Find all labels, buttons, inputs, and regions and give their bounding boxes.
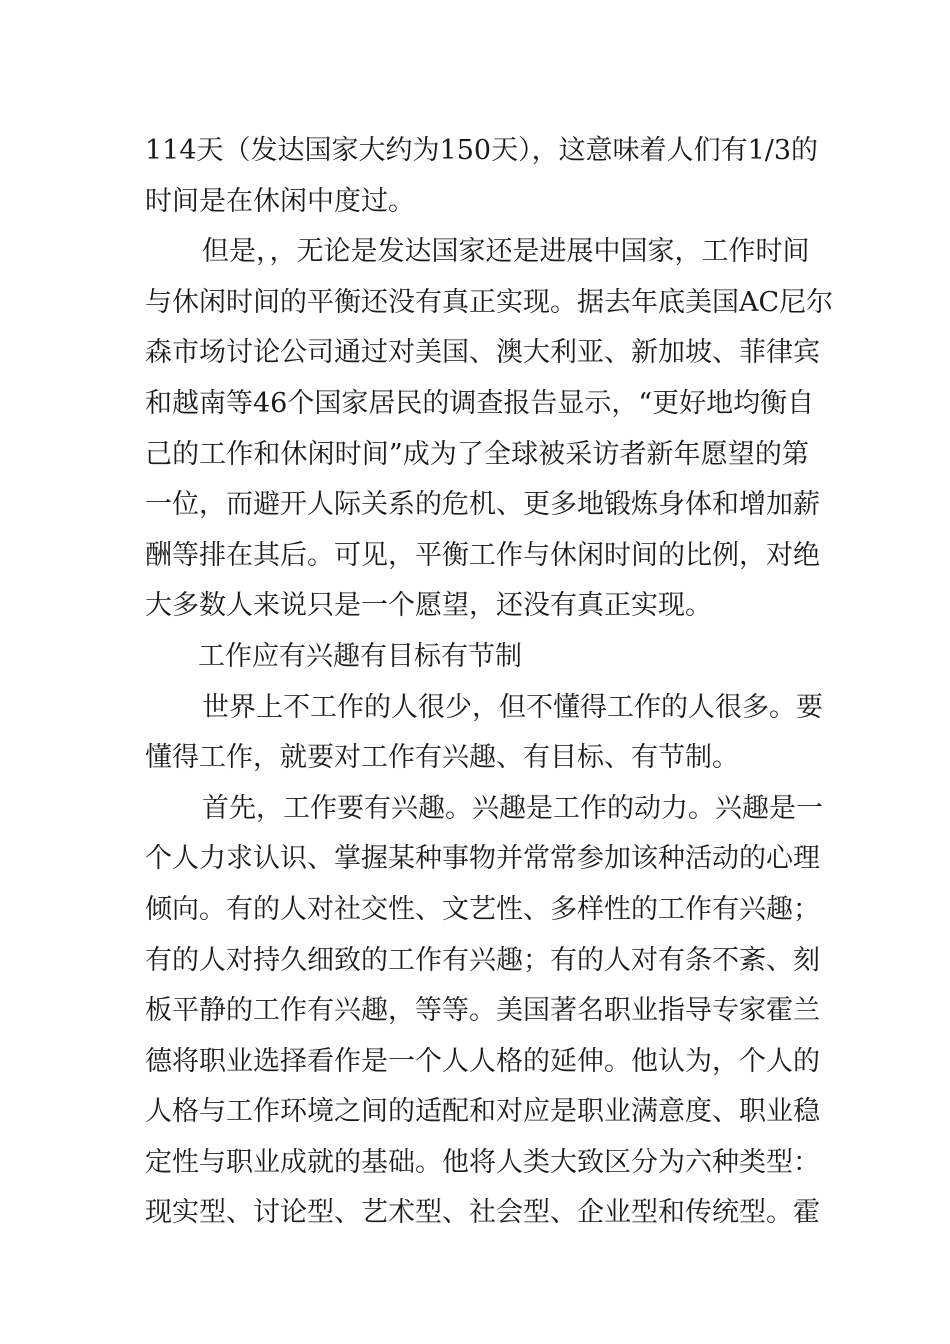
text-line: 森市场讨论公司通过对美国、澳大利亚、新加坡、菲律宾 (145, 337, 820, 369)
text-line: 板平静的工作有兴趣，等等。美国著名职业指导专家霍兰 (145, 995, 820, 1027)
section-heading: 工作应有兴趣有目标有节制 (198, 640, 522, 672)
text-line: 时间是在休闲中度过。 (145, 185, 415, 217)
paragraph-first-line: 但是，，无论是发达国家还是进展中国家，工作时间 (202, 236, 810, 268)
text-line: 个人力求认识、掌握某种事物并常常参加该种活动的心理 (145, 843, 820, 875)
text-line: 大多数人来说只是一个愿望，还没有真正实现。 (145, 590, 712, 622)
paragraph-first-line: 首先，工作要有兴趣。兴趣是工作的动力。兴趣是一 (202, 792, 823, 824)
text-line: 现实型、讨论型、艺术型、社会型、企业型和传统型。霍 (145, 1197, 820, 1229)
text-line: 己的工作和休闲时间”成为了全球被采访者新年愿望的第 (145, 438, 809, 470)
text-line: 人格与工作环境之间的适配和对应是职业满意度、职业稳 (145, 1096, 820, 1128)
body-text (145, 126, 834, 1239)
text-line: 德将职业选择看作是一个人人格的延伸。他认为，个人的 (145, 1045, 820, 1077)
text-line: 酬等排在其后。可见，平衡工作与休闲时间的比例，对绝 (145, 539, 820, 571)
text-line: 114天（发达国家大约为150天），这意味着人们有1/3的 (145, 135, 819, 166)
text-line: 有的人对持久细致的工作有兴趣；有的人对有条不紊、刻 (145, 944, 820, 976)
text-line: 一位，而避开人际关系的危机、更多地锻炼身体和增加薪 (145, 489, 820, 521)
text-line: 倾向。有的人对社交性、文艺性、多样性的工作有兴趣； (145, 893, 820, 925)
text-line: 与休闲时间的平衡还没有真正实现。据去年底美国AC尼尔 (145, 286, 834, 318)
text-line: 懂得工作，就要对工作有兴趣、有目标、有节制。 (145, 742, 739, 774)
text-line: 定性与职业成就的基础。他将人类大致区分为六种类型： (145, 1146, 820, 1178)
text-line: 和越南等46个国家居民的调查报告显示，“更好地均衡自 (145, 387, 815, 419)
paragraph-first-line: 世界上不工作的人很少，但不懂得工作的人很多。要 (202, 691, 823, 723)
